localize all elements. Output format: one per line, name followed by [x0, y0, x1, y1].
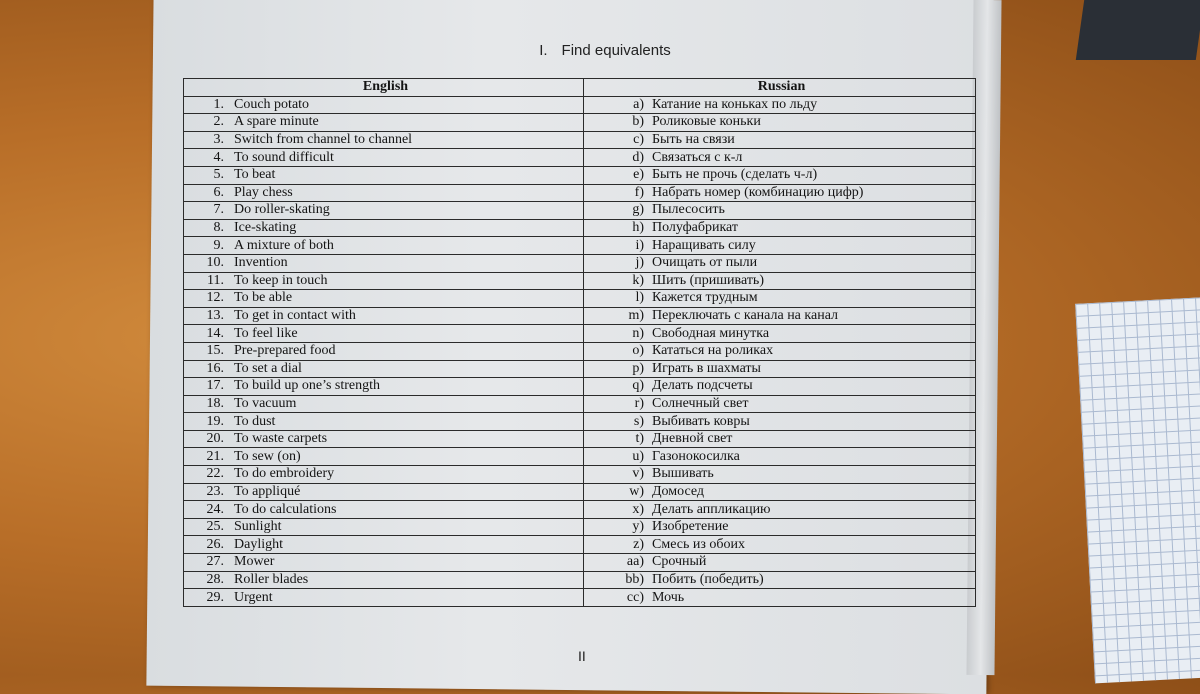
- russian-cell: [584, 166, 976, 184]
- equivalents-table: [183, 78, 976, 607]
- english-cell: [184, 430, 584, 448]
- english-term: A mixture of both: [234, 237, 334, 253]
- english-cell: [184, 378, 584, 396]
- russian-cell: [584, 501, 976, 519]
- item-number: 18.: [206, 395, 224, 411]
- russian-cell: [584, 149, 976, 167]
- russian-cell: [584, 254, 976, 272]
- english-cell: [184, 290, 584, 308]
- item-letter: q): [632, 378, 644, 394]
- english-cell: [184, 360, 584, 378]
- russian-term: Быть на связи: [652, 132, 735, 148]
- item-number: 19.: [206, 413, 224, 429]
- table-row: [184, 571, 976, 589]
- english-cell: [184, 483, 584, 501]
- english-cell: [184, 395, 584, 413]
- table-row: [184, 342, 976, 360]
- table-row: [184, 166, 976, 184]
- item-number: 12.: [206, 290, 224, 306]
- item-number: 5.: [213, 167, 224, 183]
- english-cell: [184, 501, 584, 519]
- russian-cell: [584, 466, 976, 484]
- russian-term: Делать аппликацию: [652, 501, 771, 517]
- table-row: [184, 131, 976, 149]
- english-term: To sew (on): [234, 448, 301, 464]
- column-header-english: English: [184, 79, 584, 97]
- item-letter: z): [633, 536, 644, 552]
- table-row: [184, 430, 976, 448]
- russian-term: Набрать номер (комбинацию цифр): [652, 184, 864, 200]
- item-letter: d): [632, 149, 644, 165]
- english-cell: [184, 96, 584, 114]
- item-number: 20.: [206, 431, 224, 447]
- russian-cell: [584, 184, 976, 202]
- russian-term: Свободная минутка: [652, 325, 770, 341]
- item-letter: v): [632, 466, 644, 482]
- english-term: Ice-skating: [234, 220, 297, 236]
- item-letter: cc): [626, 589, 644, 605]
- russian-term: Шить (пришивать): [652, 272, 764, 288]
- english-term: Do roller-skating: [234, 202, 330, 218]
- item-number: 28.: [206, 571, 224, 587]
- item-number: 1.: [213, 96, 224, 112]
- english-term: To build up one’s strength: [234, 378, 381, 394]
- english-cell: [184, 166, 584, 184]
- table-row: [184, 483, 976, 501]
- russian-cell: [584, 360, 976, 378]
- grid-paper-sheet: [1075, 297, 1200, 684]
- table-row: [184, 501, 976, 519]
- english-cell: [184, 149, 584, 167]
- russian-cell: [584, 413, 976, 431]
- item-letter: aa): [626, 554, 644, 570]
- english-term: To vacuum: [234, 395, 297, 411]
- item-number: 25.: [206, 519, 224, 535]
- english-cell: [184, 325, 584, 343]
- english-cell: [184, 202, 584, 220]
- table-header-row: [184, 79, 976, 97]
- russian-cell: [584, 589, 976, 607]
- english-cell: [184, 536, 584, 554]
- english-term: To get in contact with: [234, 308, 356, 324]
- russian-cell: [584, 96, 976, 114]
- russian-cell: [584, 448, 976, 466]
- russian-term: Очищать от пыли: [652, 255, 758, 271]
- table-row: [184, 237, 976, 255]
- item-number: 24.: [206, 501, 224, 517]
- english-term: To beat: [234, 167, 276, 183]
- english-cell: [184, 114, 584, 132]
- item-letter: o): [632, 343, 644, 359]
- russian-cell: [584, 237, 976, 255]
- english-cell: [184, 131, 584, 149]
- item-number: 17.: [206, 378, 224, 394]
- english-term: Urgent: [234, 589, 273, 605]
- item-number: 26.: [206, 536, 224, 552]
- table-row: [184, 413, 976, 431]
- english-cell: [184, 219, 584, 237]
- column-header-russian: Russian: [584, 79, 976, 97]
- item-number: 13.: [206, 308, 224, 324]
- table-row: [184, 554, 976, 572]
- item-number: 23.: [206, 483, 224, 499]
- item-letter: p): [632, 360, 644, 376]
- table-row: [184, 325, 976, 343]
- english-term: Couch potato: [234, 96, 310, 112]
- english-term: To keep in touch: [234, 272, 328, 288]
- russian-term: Пылесосить: [652, 202, 725, 218]
- russian-cell: [584, 518, 976, 536]
- russian-term: Домосед: [652, 483, 705, 499]
- item-letter: t): [635, 431, 644, 447]
- english-term: To set a dial: [234, 360, 302, 376]
- russian-cell: [584, 342, 976, 360]
- english-term: A spare minute: [234, 114, 319, 130]
- english-term: Roller blades: [234, 571, 309, 587]
- item-letter: n): [632, 325, 644, 341]
- table-row: [184, 202, 976, 220]
- table-row: [184, 589, 976, 607]
- item-letter: y): [632, 519, 644, 535]
- russian-term: Играть в шахматы: [652, 360, 761, 376]
- russian-term: Изобретение: [652, 519, 729, 535]
- table-row: [184, 114, 976, 132]
- item-letter: f): [634, 184, 644, 200]
- english-cell: [184, 307, 584, 325]
- russian-term: Срочный: [652, 554, 707, 570]
- item-number: 8.: [213, 220, 224, 236]
- item-number: 7.: [213, 202, 224, 218]
- item-number: 21.: [206, 448, 224, 464]
- english-term: To do calculations: [234, 501, 337, 517]
- russian-term: Выбивать ковры: [652, 413, 750, 429]
- item-letter: bb): [625, 571, 644, 587]
- russian-cell: [584, 307, 976, 325]
- english-term: To appliqué: [234, 483, 301, 499]
- russian-term: Кататься на роликах: [652, 343, 774, 359]
- table-row: [184, 518, 976, 536]
- russian-cell: [584, 571, 976, 589]
- item-letter: w): [629, 483, 644, 499]
- russian-term: Вышивать: [652, 466, 714, 482]
- russian-cell: [584, 378, 976, 396]
- table-row: [184, 536, 976, 554]
- english-cell: [184, 448, 584, 466]
- english-cell: [184, 254, 584, 272]
- item-number: 3.: [213, 132, 224, 148]
- russian-term: Дневной свет: [652, 431, 733, 447]
- item-letter: j): [635, 255, 644, 271]
- table-row: [184, 184, 976, 202]
- item-number: 6.: [213, 184, 224, 200]
- table-row: [184, 272, 976, 290]
- english-cell: [184, 589, 584, 607]
- item-number: 16.: [206, 360, 224, 376]
- english-term: To sound difficult: [234, 149, 334, 165]
- russian-term: Кажется трудным: [652, 290, 758, 306]
- russian-term: Мочь: [652, 589, 685, 605]
- item-number: 9.: [213, 237, 224, 253]
- russian-term: Наращивать силу: [652, 237, 756, 253]
- english-cell: [184, 571, 584, 589]
- item-letter: u): [632, 448, 644, 464]
- item-number: 11.: [207, 272, 224, 288]
- item-letter: e): [633, 167, 644, 183]
- english-term: Play chess: [234, 184, 293, 200]
- exercise-title: [0, 42, 1200, 59]
- russian-cell: [584, 131, 976, 149]
- item-number: 2.: [213, 114, 224, 130]
- english-cell: [184, 518, 584, 536]
- english-term: To do embroidery: [234, 466, 335, 482]
- item-letter: a): [633, 96, 644, 112]
- english-term: To dust: [234, 413, 276, 429]
- item-number: 15.: [206, 343, 224, 359]
- table-row: [184, 378, 976, 396]
- russian-term: Быть не прочь (сделать ч-л): [652, 167, 818, 183]
- table-row: [184, 395, 976, 413]
- russian-cell: [584, 202, 976, 220]
- english-term: Mower: [234, 554, 275, 570]
- english-term: To be able: [234, 290, 293, 306]
- table-row: [184, 290, 976, 308]
- item-number: 14.: [206, 325, 224, 341]
- russian-term: Полуфабрикат: [652, 220, 739, 236]
- english-term: Switch from channel to channel: [234, 132, 413, 148]
- item-letter: i): [635, 237, 644, 253]
- english-term: Sunlight: [234, 519, 282, 535]
- english-cell: [184, 237, 584, 255]
- page-number: II: [578, 648, 586, 664]
- item-letter: r): [634, 395, 644, 411]
- item-number: 4.: [213, 149, 224, 165]
- item-number: 29.: [206, 589, 224, 605]
- table-row: [184, 254, 976, 272]
- english-cell: [184, 413, 584, 431]
- russian-cell: [584, 325, 976, 343]
- table-row: [184, 219, 976, 237]
- russian-term: Катание на коньках по льду: [652, 96, 818, 112]
- english-term: To waste carpets: [234, 431, 328, 447]
- table-row: [184, 448, 976, 466]
- table-row: [184, 307, 976, 325]
- russian-cell: [584, 219, 976, 237]
- russian-cell: [584, 554, 976, 572]
- english-cell: [184, 272, 584, 290]
- item-number: 27.: [206, 554, 224, 570]
- russian-term: Переключать с канала на канал: [652, 308, 839, 324]
- table-row: [184, 149, 976, 167]
- russian-term: Делать подсчеты: [652, 378, 753, 394]
- russian-term: Солнечный свет: [652, 395, 749, 411]
- russian-term: Газонокосилка: [652, 448, 740, 464]
- item-letter: h): [632, 220, 644, 236]
- english-term: Daylight: [234, 536, 283, 552]
- english-cell: [184, 554, 584, 572]
- russian-cell: [584, 536, 976, 554]
- english-term: Invention: [234, 255, 288, 271]
- russian-term: Связаться с к-л: [652, 149, 743, 165]
- item-letter: l): [635, 290, 644, 306]
- russian-term: Побить (победить): [652, 571, 764, 587]
- russian-cell: [584, 290, 976, 308]
- item-number: 22.: [206, 466, 224, 482]
- english-cell: [184, 466, 584, 484]
- russian-cell: [584, 430, 976, 448]
- russian-cell: [584, 483, 976, 501]
- item-letter: s): [633, 413, 644, 429]
- item-number: 10.: [206, 255, 224, 271]
- item-letter: k): [632, 272, 644, 288]
- english-cell: [184, 342, 584, 360]
- russian-term: Смесь из обоих: [652, 536, 745, 552]
- russian-term: Роликовые коньки: [652, 114, 761, 130]
- russian-cell: [584, 114, 976, 132]
- table-row: [184, 96, 976, 114]
- exercise-heading: Find equivalents: [561, 42, 671, 59]
- item-letter: x): [632, 501, 644, 517]
- english-term: Pre-prepared food: [234, 343, 336, 359]
- item-letter: g): [632, 202, 644, 218]
- table-row: [184, 360, 976, 378]
- russian-cell: [584, 395, 976, 413]
- russian-cell: [584, 272, 976, 290]
- item-letter: c): [633, 132, 644, 148]
- exercise-number: I.: [539, 42, 548, 59]
- english-term: To feel like: [234, 325, 298, 341]
- table-body: [184, 96, 976, 606]
- english-cell: [184, 184, 584, 202]
- item-letter: m): [628, 308, 644, 324]
- table-row: [184, 466, 976, 484]
- item-letter: b): [632, 114, 644, 130]
